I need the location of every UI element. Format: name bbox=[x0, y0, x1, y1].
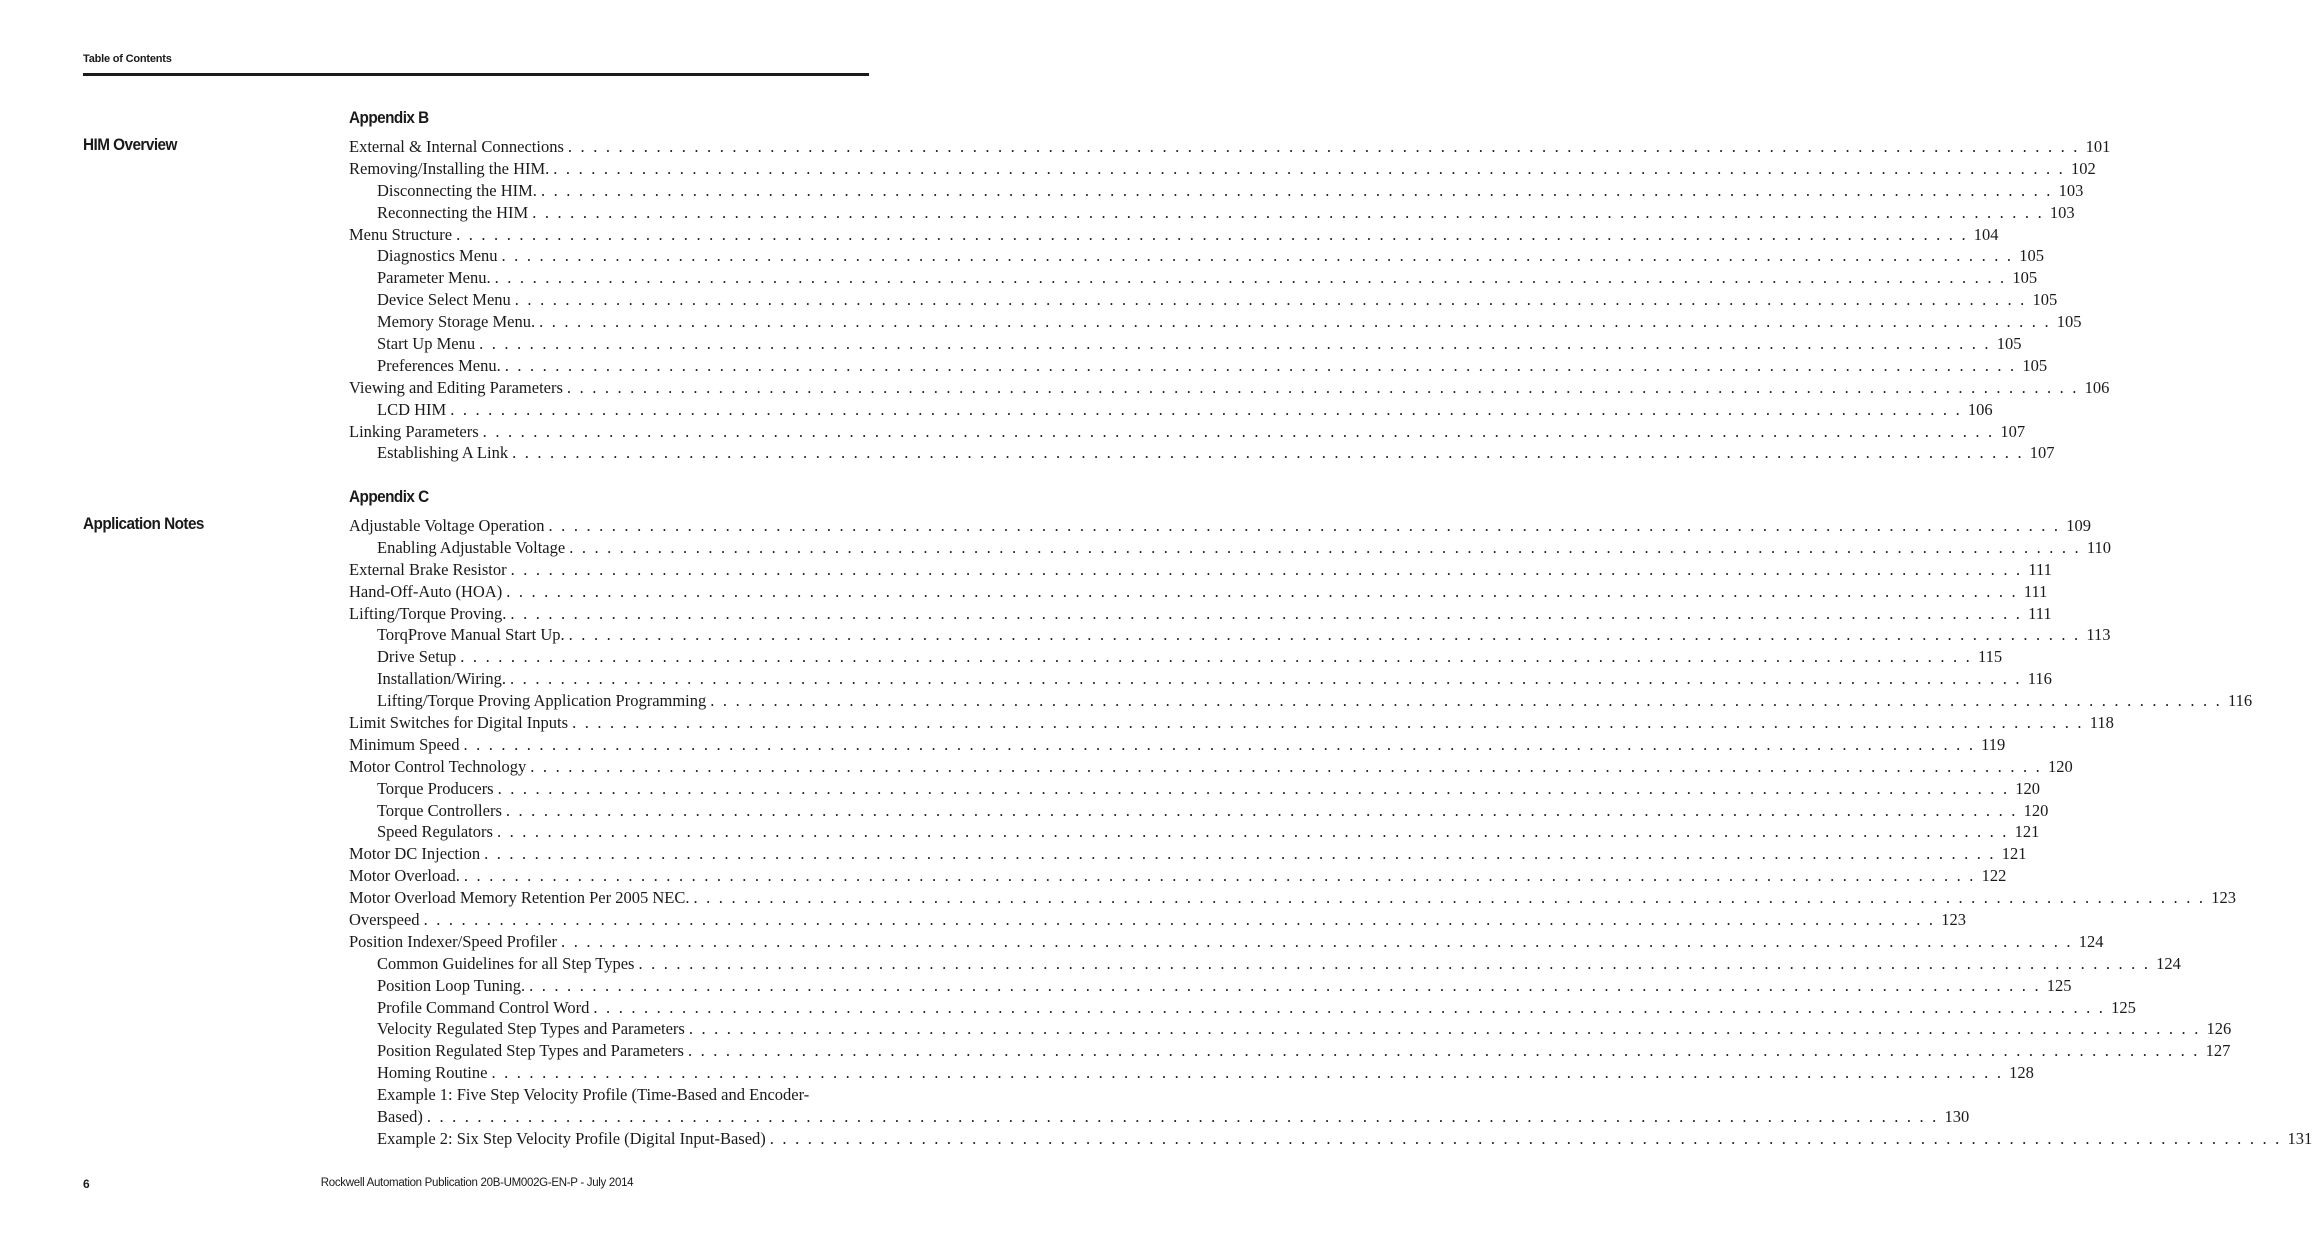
dot-leader: . . . . . . . . . . . . . . . . . . . . . . . . . . . . . . . . . . . . . . . . . . . . . . . . . . . . . . . . . . . . . . . . . . . . . . . . . . . . . . . . . . . . . . . . . . . . . . . . . . . . . . . . . . . . . . . . . . . . . . . . bbox=[687, 1041, 2200, 1061]
dot-leader: . . . . . . . . . . . . . . . . . . . . . . . . . . . . . . . . . . . . . . . . . . . . . . . . . . . . . . . . . . . . . . . . . . . . . . . . . . . . . . . . . . . . . . . . . . . . . . . . . . . . . . . . . . . . . . . . . . . . . . . . bbox=[572, 713, 2084, 733]
toc-entry[interactable] bbox=[349, 668, 2052, 690]
dot-leader: . . . . . . . . . . . . . . . . . . . . . . . . . . . . . . . . . . . . . . . . . . . . . . . . . . . . . . . . . . . . . . . . . . . . . . . . . . . . . . . . . . . . . . . . . . . . . . . . . . . . . . . . . . . . . . . . . . . . . . . . bbox=[491, 1063, 2004, 1083]
toc-entry[interactable] bbox=[349, 690, 2253, 712]
toc-entry-text: Device Select Menu bbox=[377, 290, 511, 310]
dot-leader: . . . . . . . . . . . . . . . . . . . . . . . . . . . . . . . . . . . . . . . . . . . . . . . . . . . . . . . . . . . . . . . . . . . . . . . . . . . . . . . . . . . . . . . . . . . . . . . . . . . . . . . . . . . . . . . . . . . . . . . . bbox=[496, 822, 2009, 842]
toc-entry-text: Enabling Adjustable Voltage bbox=[377, 537, 566, 557]
toc-entry[interactable] bbox=[349, 1040, 2231, 1062]
dot-leader: . . . . . . . . . . . . . . . . . . . . . . . . . . . . . . . . . . . . . . . . . . . . . . . . . . . . . . . . . . . . . . . . . . . . . . . . . . . . . . . . . . . . . . . . . . . . . . . . . . . . . . . . . . . . . . . . . . . . . . . . bbox=[553, 158, 2065, 178]
dot-leader: . . . . . . . . . . . . . . . . . . . . . . . . . . . . . . . . . . . . . . . . . . . . . . . . . . . . . . . . . . . . . . . . . . . . . . . . . . . . . . . . . . . . . . . . . . . . . . . . . . . . . . . . . . . . . . . . . . . . . . . . bbox=[693, 888, 2206, 908]
toc-entry[interactable] bbox=[349, 734, 2006, 756]
toc-entry-text: Linking Parameters bbox=[349, 421, 479, 441]
toc-entry-text: Establishing A Link bbox=[377, 443, 509, 463]
dot-leader: . . . . . . . . . . . . . . . . . . . . . . . . . . . . . . . . . . . . . . . . . . . . . . . . . . . . . . . . . . . . . . . . . . . . . . . . . . . . . . . . . . . . . . . . . . . . . . . . . . . . . . . . . . . . . . . . . . . . . . . . bbox=[567, 137, 2080, 156]
toc-page-number: 125 bbox=[2111, 997, 2136, 1017]
publication-footer: Rockwell Automation Publication 20B-UM002G-EN-P - July 2014 bbox=[320, 1177, 634, 1189]
toc-page-number: 121 bbox=[2001, 844, 2027, 864]
header-rule bbox=[83, 73, 869, 76]
toc-entry-text: Parameter Menu. bbox=[377, 268, 491, 288]
toc-page-number: 111 bbox=[2028, 559, 2052, 579]
toc-entry-text: Torque Controllers bbox=[377, 800, 502, 820]
toc-entry-text: Position Indexer/Speed Profiler bbox=[349, 931, 558, 951]
toc-entry-text: Reconnecting the HIM bbox=[377, 202, 529, 222]
dot-leader: . . . . . . . . . . . . . . . . . . . . . . . . . . . . . . . . . . . . . . . . . . . . . . . . . . . . . . . . . . . . . . . . . . . . . . . . . . . . . . . . . . . . . . . . . . . . . . . . . . . . . . . . . . . . . . . . . . . . . . . . bbox=[484, 844, 1996, 864]
toc-entry-text: Diagnostics Menu bbox=[377, 246, 498, 266]
toc-entry-text: Viewing and Editing Parameters bbox=[349, 377, 563, 397]
dot-leader: . . . . . . . . . . . . . . . . . . . . . . . . . . . . . . . . . . . . . . . . . . . . . . . . . . . . . . . . . . . . . . . . . . . . . . . . . . . . . . . . . . . . . . . . . . . . . . . . . . . . . . . . . . . . . . . . . . . . . . . . bbox=[539, 312, 2051, 332]
dot-leader: . . . . . . . . . . . . . . . . . . . . . . . . . . . . . . . . . . . . . . . . . . . . . . . . . . . . . . . . . . . . . . . . . . . . . . . . . . . . . . . . . . . . . . . . . . . . . . . . . . . . . . . . . . . . . . . . . . . . . . . . bbox=[463, 866, 1976, 886]
toc-page-number: 105 bbox=[1996, 334, 2022, 354]
toc-entry-text: External Brake Resistor bbox=[349, 559, 507, 579]
toc-page-number: 109 bbox=[2066, 516, 2091, 535]
toc-entry-text: Position Loop Tuning. bbox=[377, 975, 526, 995]
appendix-b-heading: Appendix B bbox=[349, 108, 429, 127]
toc-page-number: 106 bbox=[2084, 377, 2110, 397]
toc-entry[interactable] bbox=[349, 756, 2073, 778]
toc-entry[interactable] bbox=[349, 865, 2007, 887]
toc-entry[interactable] bbox=[349, 581, 2048, 603]
toc-entry[interactable] bbox=[349, 559, 2052, 581]
toc-page-number: 130 bbox=[1944, 1107, 1970, 1127]
toc-entry[interactable] bbox=[349, 311, 2082, 333]
dot-leader: . . . . . . . . . . . . . . . . . . . . . . . . . . . . . . . . . . . . . . . . . . . . . . . . . . . . . . . . . . . . . . . . . . . . . . . . . . . . . . . . . . . . . . . . . . . . . . . . . . . . . . . . . . . . . . . . . . . . . . . . bbox=[568, 625, 2081, 645]
toc-entry-text: Example 2: Six Step Velocity Profile (Digital Input-Based) bbox=[377, 1128, 766, 1148]
dot-leader: . . . . . . . . . . . . . . . . . . . . . . . . . . . . . . . . . . . . . . . . . . . . . . . . . . . . . . . . . . . . . . . . . . . . . . . . . . . . . . . . . . . . . . . . . . . . . . . . . . . . . . . . . . . . . . . . . . . . . . . . bbox=[548, 516, 2061, 535]
dot-leader: . . . . . . . . . . . . . . . . . . . . . . . . . . . . . . . . . . . . . . . . . . . . . . . . . . . . . . . . . . . . . . . . . . . . . . . . . . . . . . . . . . . . . . . . . . . . . . . . . . . . . . . . . . . . . . . . . . . . . . . . bbox=[569, 537, 2081, 557]
toc-entry-text: Based) bbox=[377, 1107, 423, 1127]
toc-page-number: 102 bbox=[2070, 158, 2096, 178]
toc-page-number: 125 bbox=[2046, 975, 2072, 995]
toc-entry-text: Menu Structure bbox=[349, 224, 453, 244]
toc-entry[interactable] bbox=[349, 821, 2040, 843]
toc-entry[interactable] bbox=[349, 1018, 2232, 1040]
dot-leader: . . . . . . . . . . . . . . . . . . . . . . . . . . . . . . . . . . . . . . . . . . . . . . . . . . . . . . . . . . . . . . . . . . . . . . . . . . . . . . . . . . . . . . . . . . . . . . . . . . . . . . . . . . . . . . . . . . . . . . . . bbox=[497, 778, 2010, 798]
toc-page-number: 115 bbox=[1977, 647, 2003, 667]
toc-page-number: 104 bbox=[1973, 224, 1999, 244]
toc-entry[interactable] bbox=[349, 603, 2052, 625]
toc-entry-text: Overspeed bbox=[349, 910, 420, 930]
toc-entry[interactable] bbox=[349, 515, 2091, 537]
dot-leader: . . . . . . . . . . . . . . . . . . . . . . . . . . . . . . . . . . . . . . . . . . . . . . . . . . . . . . . . . . . . . . . . . . . . . . . . . . . . . . . . . . . . . . . . . . . . . . . . . . . . . . . . . . . . . . . . . . . . . . . . bbox=[566, 377, 2079, 397]
toc-page-number: 119 bbox=[1981, 734, 2006, 754]
toc-entry[interactable] bbox=[349, 136, 2111, 158]
toc-list-appendix-c bbox=[349, 515, 2312, 1150]
toc-entry[interactable] bbox=[349, 267, 2038, 289]
toc-entry[interactable] bbox=[349, 333, 2022, 355]
toc-entry[interactable] bbox=[349, 224, 1999, 246]
toc-page-number: 105 bbox=[2056, 312, 2082, 332]
toc-entry-text: Memory Storage Menu. bbox=[377, 312, 536, 332]
toc-entry-text: Position Regulated Step Types and Parameters bbox=[377, 1041, 684, 1061]
toc-page-number: 127 bbox=[2205, 1041, 2231, 1061]
toc-entry-text: Example 1: Five Step Velocity Profile (Time-Based and Encoder- bbox=[377, 1085, 810, 1105]
dot-leader: . . . . . . . . . . . . . . . . . . . . . . . . . . . . . . . . . . . . . . . . . . . . . . . . . . . . . . . . . . . . . . . . . . . . . . . . . . . . . . . . . . . . . . . . . . . . . . . . . . . . . . . . . . . . . . . . . . . . . . . . bbox=[463, 734, 1976, 754]
toc-page-number: 120 bbox=[2047, 756, 2073, 776]
toc-page-number: 113 bbox=[2086, 625, 2111, 645]
toc-page-number: 107 bbox=[2000, 421, 2026, 441]
toc-entry[interactable] bbox=[349, 624, 2111, 646]
dot-leader: . . . . . . . . . . . . . . . . . . . . . . . . . . . . . . . . . . . . . . . . . . . . . . . . . . . . . . . . . . . . . . . . . . . . . . . . . . . . . . . . . . . . . . . . . . . . . . . . . . . . . . . . . . . . . . . . . . . . . . . . bbox=[456, 224, 1968, 244]
toc-entry-text: Homing Routine bbox=[377, 1063, 488, 1083]
toc-page-number: 105 bbox=[2032, 290, 2058, 310]
toc-entry[interactable] bbox=[349, 537, 2112, 559]
toc-page-number: 123 bbox=[2211, 888, 2236, 908]
running-header: Table of Contents bbox=[83, 53, 172, 65]
toc-entry[interactable] bbox=[349, 442, 2055, 464]
dot-leader: . . . . . . . . . . . . . . . . . . . . . . . . . . . . . . . . . . . . . . . . . . . . . . . . . . . . . . . . . . . . . . . . . . . . . . . . . . . . . . . . . . . . . . . . . . . . . . . . . . . . . . . . . . . . . . . . . . . . . . . . bbox=[510, 603, 2023, 623]
toc-entry[interactable] bbox=[349, 399, 1993, 421]
page-number: 6 bbox=[83, 1177, 90, 1191]
toc-entry-text: Motor Control Technology bbox=[349, 756, 527, 776]
dot-leader: . . . . . . . . . . . . . . . . . . . . . . . . . . . . . . . . . . . . . . . . . . . . . . . . . . . . . . . . . . . . . . . . . . . . . . . . . . . . . . . . . . . . . . . . . . . . . . . . . . . . . . . . . . . . . . . . . . . . . . . . bbox=[510, 669, 2022, 689]
application-notes-title: Application Notes bbox=[83, 514, 204, 533]
toc-entry[interactable] bbox=[349, 1106, 1970, 1128]
toc-page-number: 105 bbox=[2022, 355, 2048, 375]
toc-page-number: 110 bbox=[2086, 537, 2112, 557]
dot-leader: . . . . . . . . . . . . . . . . . . . . . . . . . . . . . . . . . . . . . . . . . . . . . . . . . . . . . . . . . . . . . . . . . . . . . . . . . . . . . . . . . . . . . . . . . . . . . . . . . . . . . . . . . . . . . . . . . . . . . . . . bbox=[504, 355, 2017, 375]
dot-leader: . . . . . . . . . . . . . . . . . . . . . . . . . . . . . . . . . . . . . . . . . . . . . . . . . . . . . . . . . . . . . . . . . . . . . . . . . . . . . . . . . . . . . . . . . . . . . . . . . . . . . . . . . . . . . . . . . . . . . . . . bbox=[450, 399, 1962, 419]
appendix-c-heading: Appendix C bbox=[349, 487, 429, 506]
toc-page-number: 124 bbox=[2078, 931, 2104, 951]
dot-leader: . . . . . . . . . . . . . . . . . . . . . . . . . . . . . . . . . . . . . . . . . . . . . . . . . . . . . . . . . . . . . . . . . . . . . . . . . . . . . . . . . . . . . . . . . . . . . . . . . . . . . . . . . . . . . . . . . . . . . . . . bbox=[505, 800, 2018, 820]
dot-leader: . . . . . . . . . . . . . . . . . . . . . . . . . . . . . . . . . . . . . . . . . . . . . . . . . . . . . . . . . . . . . . . . . . . . . . . . . . . . . . . . . . . . . . . . . . . . . . . . . . . . . . . . . . . . . . . . . . . . . . . . bbox=[514, 290, 2027, 310]
dot-leader: . . . . . . . . . . . . . . . . . . . . . . . . . . . . . . . . . . . . . . . . . . . . . . . . . . . . . . . . . . . . . . . . . . . . . . . . . . . . . . . . . . . . . . . . . . . . . . . . . . . . . . . . . . . . . . . . . . . . . . . . bbox=[426, 1107, 1939, 1127]
toc-entry[interactable] bbox=[349, 953, 2181, 975]
toc-entry[interactable] bbox=[349, 1062, 2034, 1084]
toc-entry-text: Start Up Menu bbox=[377, 334, 476, 354]
toc-page-number: 118 bbox=[2089, 713, 2114, 733]
toc-page-number: 106 bbox=[1967, 399, 1993, 419]
toc-page-number: 103 bbox=[2049, 202, 2075, 222]
toc-entry-text: Velocity Regulated Step Types and Parameters bbox=[377, 1019, 685, 1039]
dot-leader: . . . . . . . . . . . . . . . . . . . . . . . . . . . . . . . . . . . . . . . . . . . . . . . . . . . . . . . . . . . . . . . . . . . . . . . . . . . . . . . . . . . . . . . . . . . . . . . . . . . . . . . . . . . . . . . . . . . . . . . . bbox=[769, 1128, 2282, 1148]
toc-entry-text: Motor Overload. bbox=[349, 866, 460, 886]
toc-entry-text: External & Internal Connections bbox=[349, 137, 564, 156]
toc-list-appendix-b bbox=[349, 136, 2111, 464]
toc-entry-text: Limit Switches for Digital Inputs bbox=[349, 713, 569, 733]
toc-page-number: 121 bbox=[2014, 822, 2040, 842]
toc-entry-text: Motor DC Injection bbox=[349, 844, 481, 864]
dot-leader: . . . . . . . . . . . . . . . . . . . . . . . . . . . . . . . . . . . . . . . . . . . . . . . . . . . . . . . . . . . . . . . . . . . . . . . . . . . . . . . . . . . . . . . . . . . . . . . . . . . . . . . . . . . . . . . . . . . . . . . . bbox=[479, 334, 1991, 354]
toc-entry-text: Lifting/Torque Proving. bbox=[349, 603, 507, 623]
toc-page-number: 120 bbox=[2023, 800, 2049, 820]
toc-entry[interactable] bbox=[349, 778, 2041, 800]
dot-leader: . . . . . . . . . . . . . . . . . . . . . . . . . . . . . . . . . . . . . . . . . . . . . . . . . . . . . . . . . . . . . . . . . . . . . . . . . . . . . . . . . . . . . . . . . . . . . . . . . . . . . . . . . . . . . . . . . . . . . . . . bbox=[593, 997, 2106, 1017]
toc-page-number: 101 bbox=[2085, 137, 2111, 156]
dot-leader: . . . . . . . . . . . . . . . . . . . . . . . . . . . . . . . . . . . . . . . . . . . . . . . . . . . . . . . . . . . . . . . . . . . . . . . . . . . . . . . . . . . . . . . . . . . . . . . . . . . . . . . . . . . . . . . . . . . . . . . . bbox=[460, 647, 1972, 667]
toc-entry-text: Torque Producers bbox=[377, 778, 494, 798]
toc-entry-text: Lifting/Torque Proving Application Programming bbox=[377, 691, 707, 711]
dot-leader: . . . . . . . . . . . . . . . . . . . . . . . . . . . . . . . . . . . . . . . . . . . . . . . . . . . . . . . . . . . . . . . . . . . . . . . . . . . . . . . . . . . . . . . . . . . . . . . . . . . . . . . . . . . . . . . . . . . . . . . . bbox=[688, 1019, 2201, 1039]
toc-entry-text: Minimum Speed bbox=[349, 734, 460, 754]
dot-leader: . . . . . . . . . . . . . . . . . . . . . . . . . . . . . . . . . . . . . . . . . . . . . . . . . . . . . . . . . . . . . . . . . . . . . . . . . . . . . . . . . . . . . . . . . . . . . . . . . . . . . . . . . . . . . . . . . . . . . . . . bbox=[482, 421, 1995, 441]
toc-entry[interactable] bbox=[349, 646, 2003, 668]
dot-leader: . . . . . . . . . . . . . . . . . . . . . . . . . . . . . . . . . . . . . . . . . . . . . . . . . . . . . . . . . . . . . . . . . . . . . . . . . . . . . . . . . . . . . . . . . . . . . . . . . . . . . . . . . . . . . . . . . . . . . . . . bbox=[506, 581, 2018, 601]
dot-leader: . . . . . . . . . . . . . . . . . . . . . . . . . . . . . . . . . . . . . . . . . . . . . . . . . . . . . . . . . . . . . . . . . . . . . . . . . . . . . . . . . . . . . . . . . . . . . . . . . . . . . . . . . . . . . . . . . . . . . . . . bbox=[501, 246, 2014, 266]
toc-entry[interactable] bbox=[349, 800, 2049, 822]
toc-entry[interactable] bbox=[349, 289, 2058, 311]
toc-entry-text: Hand-Off-Auto (HOA) bbox=[349, 581, 503, 601]
toc-page-number: 128 bbox=[2009, 1063, 2034, 1083]
toc-entry[interactable] bbox=[349, 245, 2044, 267]
dot-leader: . . . . . . . . . . . . . . . . . . . . . . . . . . . . . . . . . . . . . . . . . . . . . . . . . . . . . . . . . . . . . . . . . . . . . . . . . . . . . . . . . . . . . . . . . . . . . . . . . . . . . . . . . . . . . . . . . . . . . . . . bbox=[561, 931, 2073, 951]
dot-leader: . . . . . . . . . . . . . . . . . . . . . . . . . . . . . . . . . . . . . . . . . . . . . . . . . . . . . . . . . . . . . . . . . . . . . . . . . . . . . . . . . . . . . . . . . . . . . . . . . . . . . . . . . . . . . . . . . . . . . . . . bbox=[530, 756, 2042, 776]
toc-page-number: 111 bbox=[2028, 603, 2052, 623]
toc-entry-text: Common Guidelines for all Step Types bbox=[377, 953, 635, 973]
dot-leader: . . . . . . . . . . . . . . . . . . . . . . . . . . . . . . . . . . . . . . . . . . . . . . . . . . . . . . . . . . . . . . . . . . . . . . . . . . . . . . . . . . . . . . . . . . . . . . . . . . . . . . . . . . . . . . . . . . . . . . . . bbox=[638, 953, 2151, 973]
toc-entry[interactable] bbox=[349, 377, 2110, 399]
dot-leader: . . . . . . . . . . . . . . . . . . . . . . . . . . . . . . . . . . . . . . . . . . . . . . . . . . . . . . . . . . . . . . . . . . . . . . . . . . . . . . . . . . . . . . . . . . . . . . . . . . . . . . . . . . . . . . . . . . . . . . . . bbox=[710, 691, 2222, 711]
toc-entry-text: Speed Regulators bbox=[377, 822, 493, 842]
toc-page-number: 105 bbox=[2012, 268, 2038, 288]
toc-entry[interactable] bbox=[349, 421, 2026, 443]
dot-leader: . . . . . . . . . . . . . . . . . . . . . . . . . . . . . . . . . . . . . . . . . . . . . . . . . . . . . . . . . . . . . . . . . . . . . . . . . . . . . . . . . . . . . . . . . . . . . . . . . . . . . . . . . . . . . . . . . . . . . . . . bbox=[532, 202, 2044, 222]
toc-entry[interactable] bbox=[349, 909, 1966, 931]
toc-page-number: 116 bbox=[2027, 669, 2052, 689]
toc-entry[interactable] bbox=[349, 887, 2236, 909]
toc-entry[interactable] bbox=[349, 158, 2096, 180]
toc-entry-text: Profile Command Control Word bbox=[377, 997, 590, 1017]
toc-page-number: 123 bbox=[1941, 910, 1966, 930]
toc-page-number: 124 bbox=[2156, 953, 2181, 973]
toc-entry[interactable] bbox=[349, 931, 2104, 953]
toc-entry-text: Removing/Installing the HIM. bbox=[349, 158, 550, 178]
toc-entry[interactable] bbox=[349, 997, 2136, 1019]
toc-entry[interactable] bbox=[349, 843, 2027, 865]
toc-page-number: 120 bbox=[2015, 778, 2041, 798]
toc-page-number: 126 bbox=[2206, 1019, 2232, 1039]
toc-page-number: 105 bbox=[2019, 246, 2044, 266]
dot-leader: . . . . . . . . . . . . . . . . . . . . . . . . . . . . . . . . . . . . . . . . . . . . . . . . . . . . . . . . . . . . . . . . . . . . . . . . . . . . . . . . . . . . . . . . . . . . . . . . . . . . . . . . . . . . . . . . . . . . . . . . bbox=[529, 975, 2041, 995]
toc-page-number: 107 bbox=[2029, 443, 2055, 463]
toc-entry-text: Installation/Wiring. bbox=[377, 669, 507, 689]
toc-entry-text: Adjustable Voltage Operation bbox=[349, 516, 545, 535]
toc-entry[interactable] bbox=[349, 202, 2075, 224]
dot-leader: . . . . . . . . . . . . . . . . . . . . . . . . . . . . . . . . . . . . . . . . . . . . . . . . . . . . . . . . . . . . . . . . . . . . . . . . . . . . . . . . . . . . . . . . . . . . . . . . . . . . . . . . . . . . . . . . . . . . . . . . bbox=[512, 443, 2024, 463]
toc-entry[interactable] bbox=[349, 1128, 2312, 1150]
him-overview-title: HIM Overview bbox=[83, 135, 177, 154]
dot-leader: . . . . . . . . . . . . . . . . . . . . . . . . . . . . . . . . . . . . . . . . . . . . . . . . . . . . . . . . . . . . . . . . . . . . . . . . . . . . . . . . . . . . . . . . . . . . . . . . . . . . . . . . . . . . . . . . . . . . . . . . bbox=[540, 180, 2053, 200]
dot-leader: . . . . . . . . . . . . . . . . . . . . . . . . . . . . . . . . . . . . . . . . . . . . . . . . . . . . . . . . . . . . . . . . . . . . . . . . . . . . . . . . . . . . . . . . . . . . . . . . . . . . . . . . . . . . . . . . . . . . . . . . bbox=[510, 559, 2023, 579]
dot-leader: . . . . . . . . . . . . . . . . . . . . . . . . . . . . . . . . . . . . . . . . . . . . . . . . . . . . . . . . . . . . . . . . . . . . . . . . . . . . . . . . . . . . . . . . . . . . . . . . . . . . . . . . . . . . . . . . . . . . . . . . bbox=[494, 268, 2007, 288]
toc-entry[interactable] bbox=[349, 355, 2048, 377]
toc-page-number: 122 bbox=[1981, 866, 2007, 886]
toc-entry[interactable] bbox=[349, 180, 2084, 202]
toc-entry-text: Disconnecting the HIM. bbox=[377, 180, 537, 200]
toc-entry-text: Drive Setup bbox=[377, 647, 457, 667]
toc-page-number: 103 bbox=[2058, 180, 2084, 200]
toc-entry-text: TorqProve Manual Start Up. bbox=[377, 625, 565, 645]
toc-page-number: 111 bbox=[2023, 581, 2048, 601]
toc-entry-text: LCD HIM bbox=[377, 399, 447, 419]
toc-entry-text: Motor Overload Memory Retention Per 2005 NEC. bbox=[349, 888, 690, 908]
toc-page-number: 116 bbox=[2227, 691, 2253, 711]
toc-page-number: 131 bbox=[2287, 1128, 2312, 1148]
toc-entry-text: Preferences Menu. bbox=[377, 355, 501, 375]
toc-entry[interactable] bbox=[349, 975, 2072, 997]
dot-leader: . . . . . . . . . . . . . . . . . . . . . . . . . . . . . . . . . . . . . . . . . . . . . . . . . . . . . . . . . . . . . . . . . . . . . . . . . . . . . . . . . . . . . . . . . . . . . . . . . . . . . . . . . . . . . . . . . . . . . . . . bbox=[423, 910, 1936, 930]
toc-entry[interactable] bbox=[349, 712, 2114, 734]
